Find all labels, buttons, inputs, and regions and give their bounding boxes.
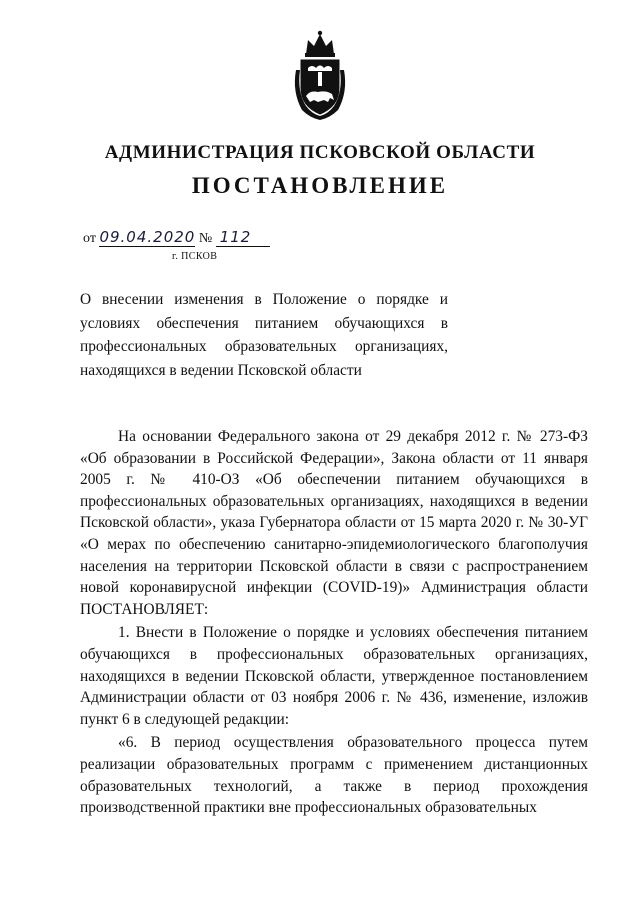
document-date: 09.04.2020 (99, 228, 196, 246)
document-number: 112 (216, 228, 270, 247)
date-prefix: от (83, 231, 96, 246)
document-type: ПОСТАНОВЛЕНИЕ (191, 173, 449, 198)
document-body (80, 426, 588, 819)
date-number-line (83, 228, 270, 247)
number-prefix: № (198, 231, 213, 246)
body-paragraph: «6. В период осуществления образовательного процесса путем реализации образовательных программ с применением дистанционных образовательных технологий, а также в период прохождения производственной практики вне профессиональных образовательных (80, 734, 588, 817)
body-paragraph: На основании Федерального закона от 29 декабря 2012 г. № 273-ФЗ «Об образовании в Российской Федерации», Закона области от 11 января 2005 г. № 410-ОЗ «Об обеспечении питанием обучающихся в профессиональных образовательных организациях, находящихся в ведении Псковской области», указа Губернатора области от 15 марта 2020 г. № 30-УГ «О мерах по обеспечению санитарно-эпидемиологического благополучия населения на территории Псковской области в связи с распространением новой коронавирусной инфекции (COVID-19)» Администрация области ПОСТАНОВЛЯЕТ: (80, 428, 588, 618)
pskov-coat-of-arms-icon (288, 30, 352, 122)
document-subject: О внесении изменения в Положение о порядке и условиях обеспечения питанием обучающихся в профессиональных образовательных организациях, находящихся в ведении Псковской области (80, 291, 448, 379)
body-paragraph: 1. Внести в Положение о порядке и условиях обеспечения питанием обучающихся в профессиональных образовательных организациях, находящихся в ведении Псковской области, утвержденное постановлением Администрации области от 03 ноября 2006 г. № 436, изменение, изложив пункт 6 в следующей редакции: (80, 624, 588, 728)
city-label: г. ПСКОВ (172, 251, 218, 262)
organization-name: АДМИНИСТРАЦИЯ ПСКОВСКОЙ ОБЛАСТИ (104, 142, 536, 163)
